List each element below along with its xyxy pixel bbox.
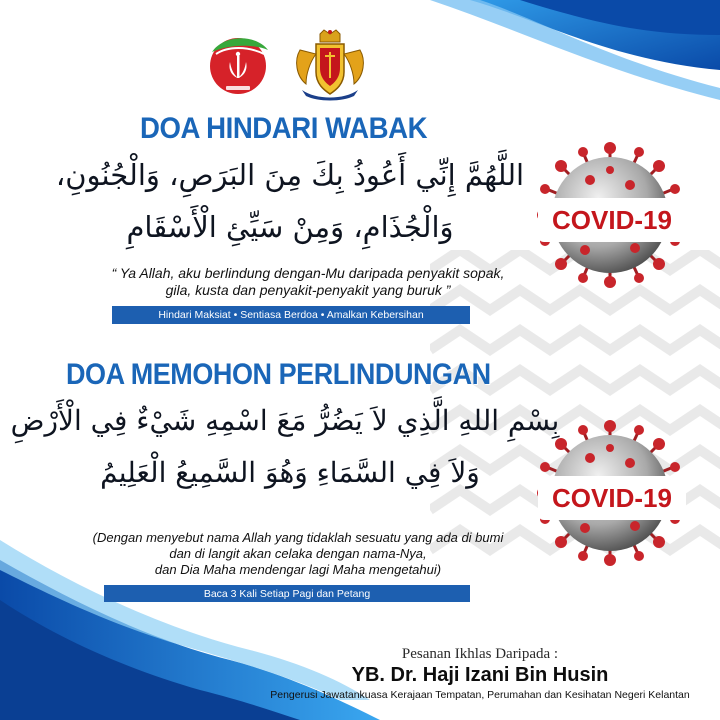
covid-label: COVID-19 <box>538 198 686 242</box>
doa2-title: DOA MEMOHON PERLINDUNGAN <box>66 358 491 391</box>
kelantan-state-crest <box>292 28 368 102</box>
doa2-arabic-line1: بِسْمِ اللهِ الَّذِي لاَ يَضُرُّ مَعَ اسْمِهِ شَيْءٌ فِي الْأَرْضِ <box>10 404 560 437</box>
doa1-arabic-line2: وَالْجُذَامِ، وَمِنْ سَيِّئِ الْأَسْقَامِ <box>126 210 454 244</box>
doa2-banner: Baca 3 Kali Setiap Pagi dan Petang <box>104 585 470 602</box>
doa1-translation-line2: gila, kusta dan penyakit-penyakit yang buruk ” <box>165 282 451 298</box>
doa2-arabic-line2: وَلاَ فِي السَّمَاءِ وَهُوَ السَّمِيعُ الْعَلِيمُ <box>100 456 480 489</box>
doa2-translation-line2: dan di langit akan celaka dengan nama-Nya, <box>169 546 427 561</box>
doa1-translation-line1: “ Ya Allah, aku berlindung dengan-Mu daripada penyakit sopak, <box>111 265 505 281</box>
doa2-translation-line3: dan Dia Maha mendengar lagi Maha mengetahui) <box>154 562 442 577</box>
party-logo <box>206 32 270 96</box>
covid-label: COVID-19 <box>538 476 686 520</box>
footer-name: YB. Dr. Haji Izani Bin Husin <box>351 664 609 686</box>
doa1-banner: Hindari Maksiat • Sentiasa Berdoa • Amalkan Kebersihan <box>112 306 470 324</box>
doa1-title: DOA HINDARI WABAK <box>140 112 428 145</box>
footer-role: Pengerusi Jawatankuasa Kerajaan Tempatan, Perumahan dan Kesihatan Negeri Kelantan <box>270 689 690 701</box>
doa2-translation-line1: (Dengan menyebut nama Allah yang tidaklah sesuatu yang ada di bumi <box>92 530 504 545</box>
footer-from: Pesanan Ikhlas Daripada : <box>401 646 559 662</box>
footer-signature <box>250 646 710 701</box>
doa1-arabic-line1: اللَّهُمَّ إِنِّي أَعُوذُ بِكَ مِنَ البَرَصِ، وَالْجُنُونِ، <box>55 158 525 192</box>
